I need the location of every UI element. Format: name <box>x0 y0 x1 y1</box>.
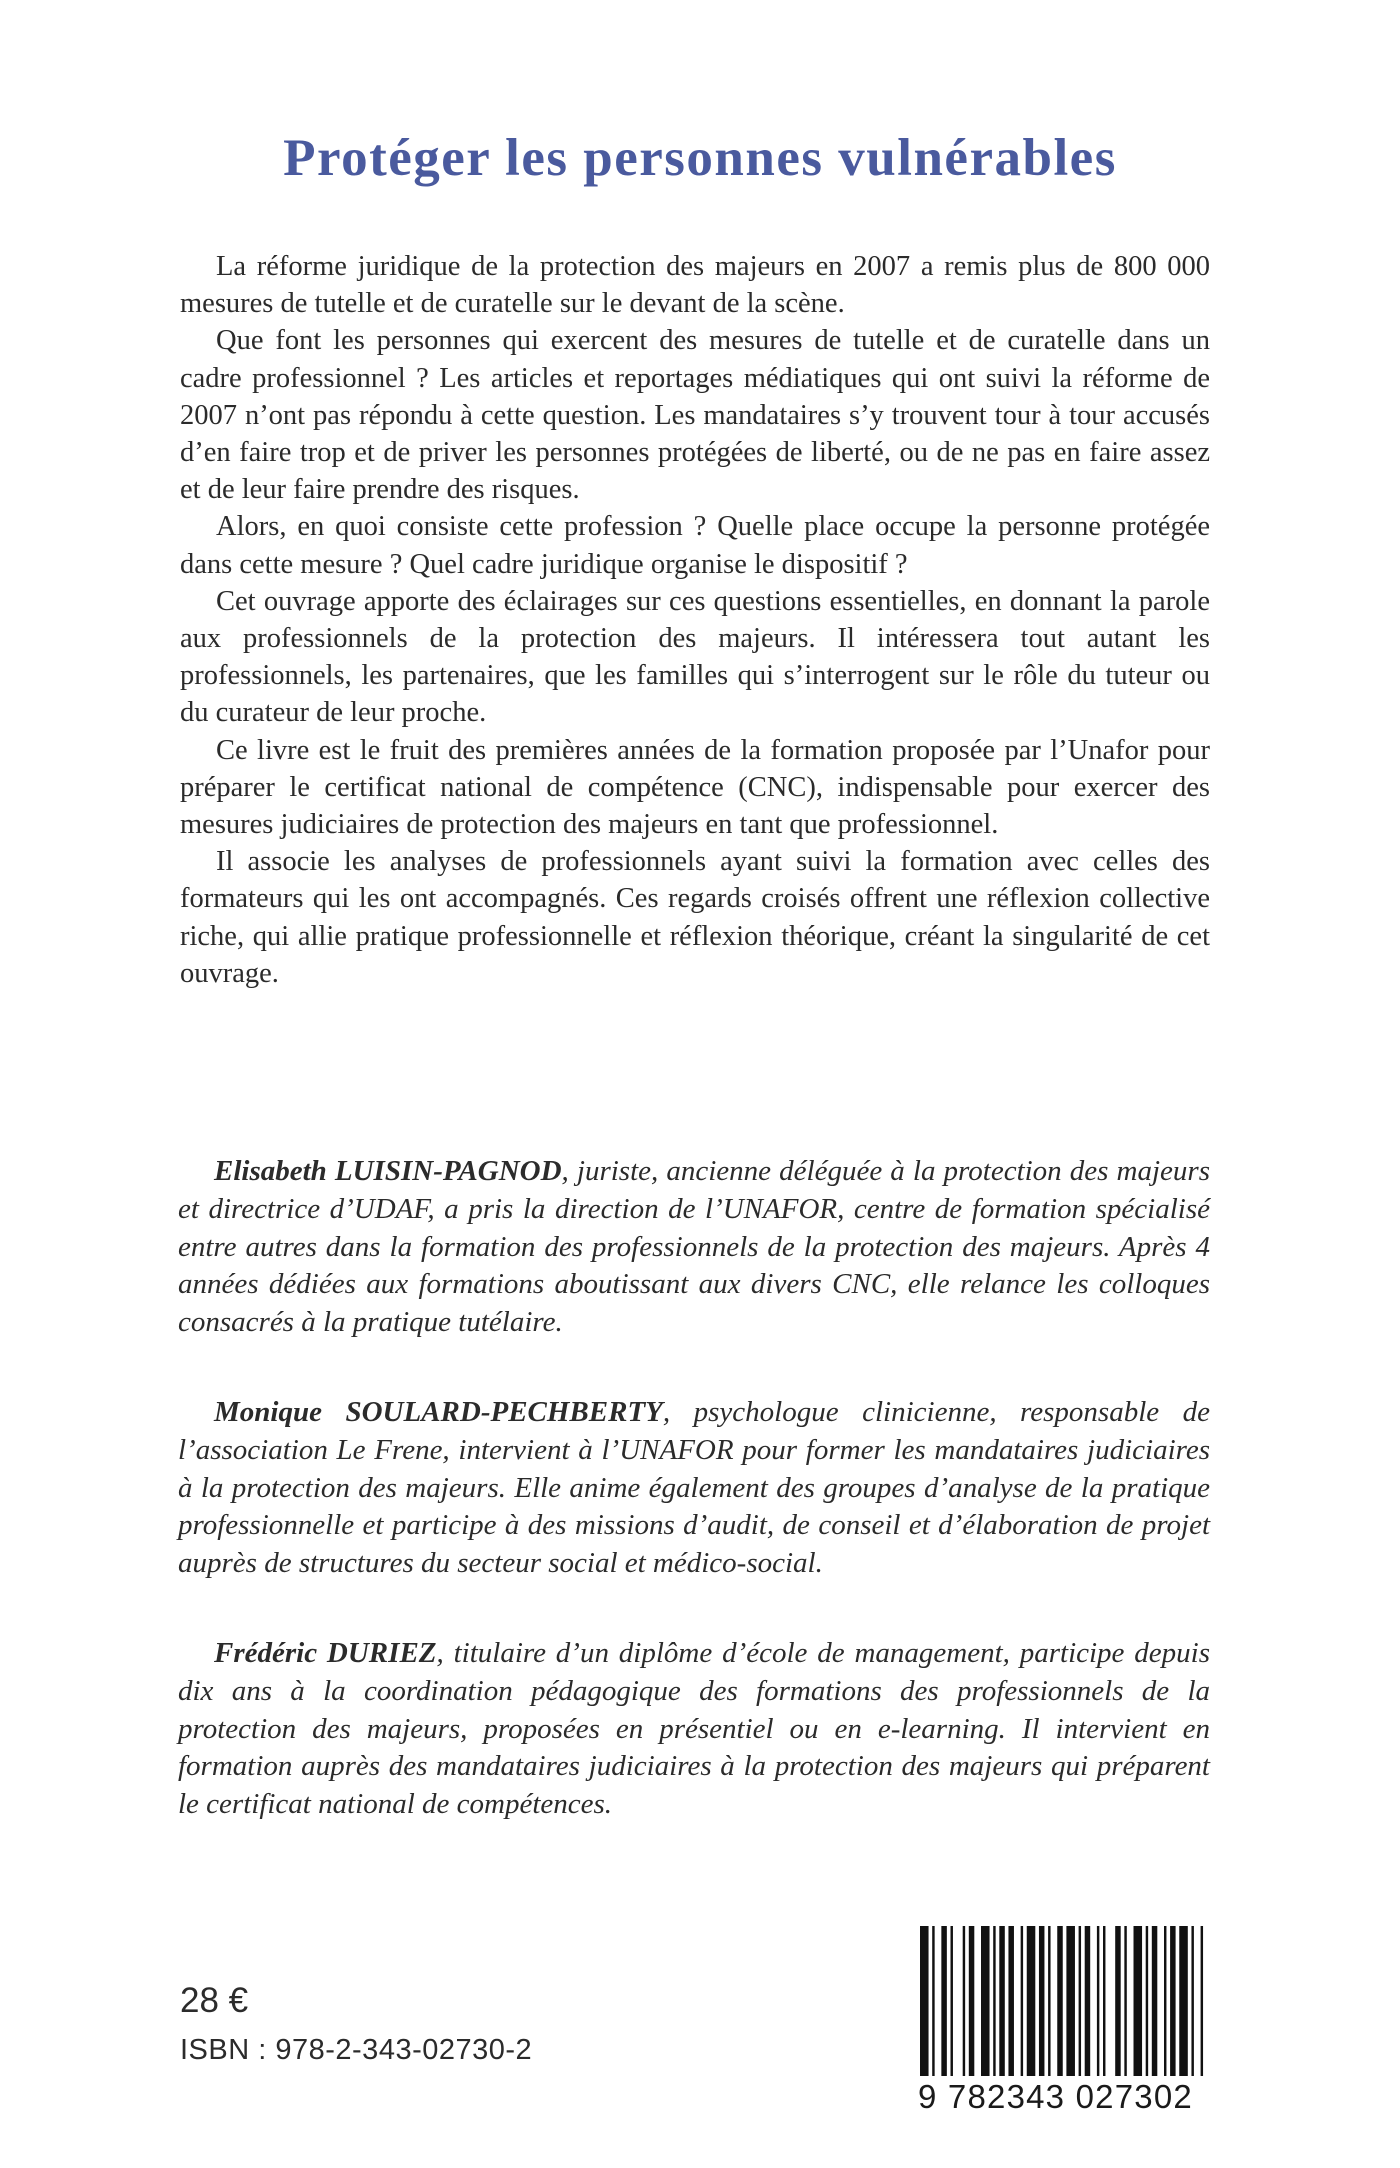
barcode-bar <box>920 1926 929 2076</box>
barcode-bar <box>1164 1926 1166 2076</box>
barcode-bar <box>1115 1926 1121 2076</box>
barcode-bar <box>1146 1926 1148 2076</box>
barcode-bar <box>1027 1926 1036 2076</box>
barcode-bar <box>1170 1926 1176 2076</box>
book-title: Protéger les personnes vulnérables <box>283 129 1117 187</box>
blurb-paragraph: Alors, en quoi consiste cette profession ? Quelle place occupe la personne protégée dans cette mesure ? Quel cadre juridique organise le dispositif ? <box>180 511 1210 580</box>
barcode-bar <box>1048 1926 1050 2076</box>
barcode-bar <box>1124 1926 1126 2076</box>
author-bios <box>178 1153 1210 1876</box>
barcode-bar <box>1039 1926 1045 2076</box>
author-bio-text: , juriste, ancienne déléguée à la protection des majeurs et directrice d’UDAF, a pris la direction de l’UNAFOR, centre de formation spécialisé entre autres dans la formation des professionnels de la protection des majeurs. Après 4 années dédiées aux formations aboutissant aux divers CNC, elle relance les colloques consacrés à la pratique tutélaire. <box>178 1155 1210 1339</box>
barcode-bar <box>1152 1926 1158 2076</box>
barcode-bar <box>1021 1926 1023 2076</box>
blurb-paragraph: La réforme juridique de la protection des majeurs en 2007 a remis plus de 800 000 mesures de tutelle et de curatelle sur le devant de la scène. <box>180 251 1210 320</box>
author-name: Monique SOULARD-PECHBERTY <box>214 1395 663 1428</box>
barcode-digits: 9 782343 027302 <box>918 2078 1193 2115</box>
barcode-bar <box>1097 1926 1099 2076</box>
barcode-bar <box>981 1926 990 2076</box>
barcode-bar <box>1008 1926 1014 2076</box>
author-name: Elisabeth LUISIN-PAGNOD <box>214 1155 562 1187</box>
barcode-bar <box>951 1926 953 2076</box>
blurb-text <box>180 248 1210 992</box>
barcode-bar <box>963 1926 965 2076</box>
barcode-bar <box>1079 1926 1081 2076</box>
barcode-bars <box>918 1926 1208 2076</box>
author-name: Frédéric DURIEZ <box>214 1636 437 1669</box>
barcode-bar <box>999 1926 1005 2076</box>
barcode-bar <box>941 1926 947 2076</box>
barcode-bar <box>1103 1926 1105 2076</box>
author-bio <box>178 1153 1210 1342</box>
price-label: 28 € <box>180 1981 249 2020</box>
barcode-bar <box>932 1926 934 2076</box>
barcode-bar <box>1201 1926 1203 2076</box>
author-bio-text: , psychologue clinicienne, responsable de l’association Le Frene, intervient à l’UNAFOR pour former les mandataires judiciaires à la protection des majeurs. Elle anime également des groupes d’analyse de la pratique professionnelle et participe à des missions d’audit, de conseil et d’élaboration de projet auprès de structures du secteur social et médico-social. <box>178 1395 1211 1580</box>
barcode-bar <box>1191 1926 1193 2076</box>
barcode-bar <box>993 1926 995 2076</box>
author-bio-text: , titulaire d’un diplôme d’école de management, participe depuis dix ans à la coordination pédagogique des formations des professionnels de la protection des majeurs, proposées en présentiel ou en e-learning. Il intervient en formation auprès des mandataires judiciaires à la protection des majeurs qui préparent le certificat national de compétences. <box>178 1636 1210 1821</box>
barcode-bar <box>1066 1926 1075 2076</box>
barcode-bar <box>1134 1926 1143 2076</box>
barcode-bar <box>1085 1926 1091 2076</box>
author-bio <box>178 1635 1210 1824</box>
barcode-bar <box>969 1926 975 2076</box>
isbn-label: ISBN : 978-2-343-02730-2 <box>180 2034 533 2066</box>
blurb-paragraph: Cet ouvrage apporte des éclairages sur ces questions essentielles, en donnant la parole aux professionnels de la protection des majeurs. Il intéressera tout autant les professionnels, les partenaires, que les familles qui s’interrogent sur le rôle du tuteur ou du curateur de leur proche. <box>180 585 1210 729</box>
blurb-paragraph: Il associe les analyses de professionnels ayant suivi la formation avec celles des formateurs qui les ont accompagnés. Ces regards croisés offrent une réflexion collective riche, qui allie pratique professionnelle et réflexion théorique, créant la singularité de cet ouvrage. <box>180 846 1210 989</box>
blurb-paragraph: Que font les personnes qui exercent des mesures de tutelle et de curatelle dans un cadre professionnel ? Les articles et reportages médiatiques qui ont suivi la réforme de 2007 n’ont pas répondu à cette question. Les mandataires s’y trouvent tour à tour accusés d’en faire trop et de priver les personnes protégées de liberté, ou de ne pas en faire assez et de leur faire prendre des risques. <box>180 325 1210 506</box>
blurb-paragraph: Ce livre est le fruit des premières années de la formation proposée par l’Unafor pour préparer le certificat national de compétence (CNC), indispensable pour exercer des mesures judiciaires de protection des majeurs en tant que professionnel. <box>180 734 1210 841</box>
barcode-bar <box>1179 1926 1188 2076</box>
barcode-image <box>918 1926 1208 2076</box>
author-bio <box>178 1394 1210 1583</box>
barcode-bar <box>1057 1926 1063 2076</box>
